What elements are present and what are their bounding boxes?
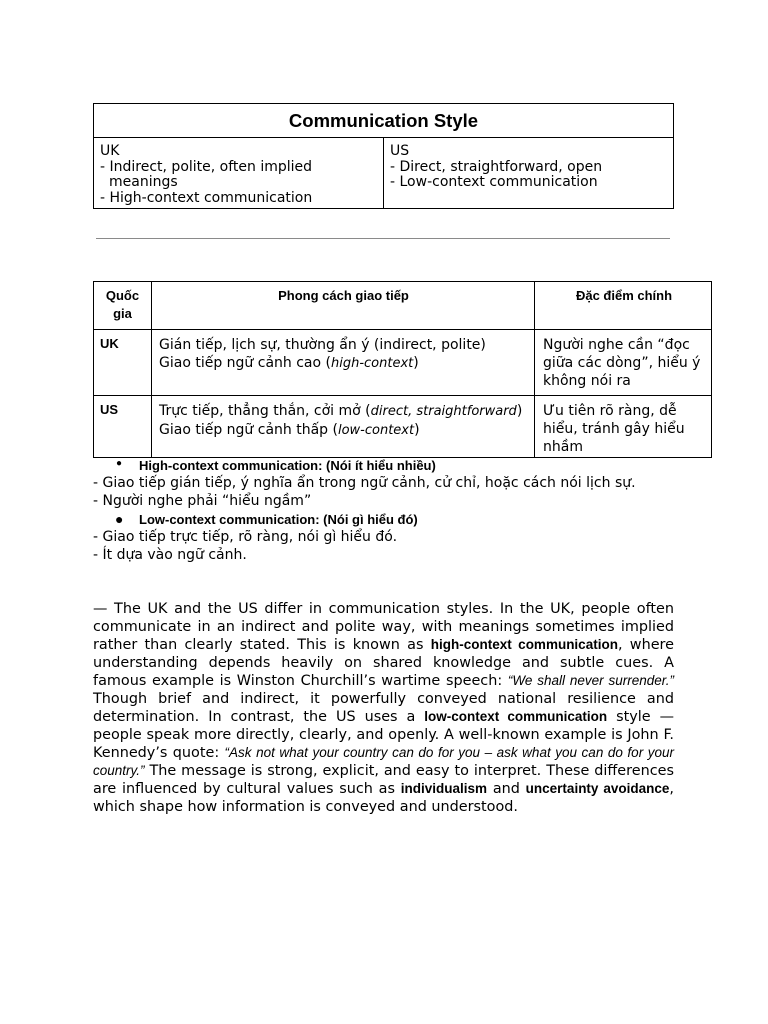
- high-context-line-2: - Người nghe phải “hiểu ngầm”: [93, 493, 312, 509]
- row-style: [152, 396, 535, 458]
- style-english-term: high-context: [330, 356, 414, 371]
- style-english-term: direct, straightforward: [370, 404, 517, 419]
- style-text: Trực tiếp, thẳng thắn, cởi mở (: [159, 403, 371, 419]
- row-style-line-1: Gián tiếp, lịch sự, thường ẩn ý (indirect, polite): [159, 337, 486, 353]
- uk-line-2: - High-context communication: [100, 189, 313, 206]
- row-country: US: [94, 396, 152, 458]
- bullet-icon: ●: [115, 511, 124, 527]
- horizontal-divider: [96, 238, 670, 239]
- us-line-1: - Direct, straightforward, open: [390, 158, 603, 175]
- uk-label: UK: [100, 143, 120, 159]
- us-line-2: - Low-context communication: [390, 174, 598, 190]
- paragraph-text: style — people speak more directly, clearly, and openly. A well-known example is John F. Kennedy’s quote:: [93, 709, 674, 761]
- header-style: Phong cách giao tiếp: [152, 282, 535, 330]
- low-context-line-1: - Giao tiếp trực tiếp, rõ ràng, nói gì hiểu đó.: [93, 529, 398, 545]
- paragraph-text: , where understanding depends heavily on shared knowledge and subtle cues. A famous example is Winston Churchill’s wartime speech:: [93, 637, 675, 689]
- header-country: [94, 282, 152, 330]
- row-style-line-2: [159, 354, 528, 373]
- paragraph-term: high-context communication: [430, 637, 618, 652]
- us-cell: [384, 138, 673, 208]
- comparison-table: [93, 281, 712, 458]
- uk-line-1-cont: meanings: [109, 174, 178, 190]
- high-context-heading: High-context communication: (Nói ít hiểu nhiều): [139, 458, 436, 473]
- paragraph-quote: “We shall never surrender.”: [507, 673, 674, 688]
- row-country: UK: [94, 330, 152, 396]
- communication-style-table: [93, 103, 674, 209]
- paragraph-text: The UK and the US differ in communication styles. In the UK, people often communicate in an indirect and polite way, with meanings sometimes implied rather than clearly stated. This is known as: [93, 601, 674, 653]
- body-paragraph: [93, 600, 674, 816]
- bullet-icon: ●: [116, 458, 123, 469]
- us-label: US: [390, 143, 410, 159]
- table-header-row: [94, 282, 712, 330]
- header-country-line-2: gia: [113, 306, 132, 321]
- paragraph-text: , which shape how information is conveyed and understood.: [93, 781, 674, 815]
- high-context-line-1: - Giao tiếp gián tiếp, ý nghĩa ẩn trong ngữ cảnh, cử chỉ, hoặc cách nói lịch sự.: [93, 475, 636, 491]
- paragraph-text: Though brief and indirect, it powerfully conveyed national resilience and determination. In contrast, the US uses a: [93, 691, 674, 725]
- style-text: ) Giao tiếp ngữ cảnh thấp (: [159, 403, 523, 438]
- header-features: Đặc điểm chính: [535, 282, 712, 330]
- header-country-line-1: Quốc: [105, 288, 140, 303]
- dash-glyph: —: [93, 601, 108, 617]
- uk-cell: [94, 138, 384, 208]
- style-text: Giao tiếp ngữ cảnh cao (: [159, 355, 331, 371]
- paragraph-text: The message is strong, explicit, and easy to interpret. These differences are influenced by cultural values such as: [93, 763, 674, 797]
- style-text: ): [413, 355, 419, 371]
- low-context-heading: Low-context communication: (Nói gì hiểu đó): [139, 512, 418, 527]
- low-context-line-2: - Ít dựa vào ngữ cảnh.: [93, 547, 247, 563]
- table-row: [94, 396, 712, 458]
- uk-line-1: - Indirect, polite, often implied: [100, 158, 313, 175]
- row-style: [152, 330, 535, 396]
- paragraph-term: low-context communication: [424, 709, 608, 724]
- style-english-term: low-context: [337, 423, 415, 438]
- row-features: Ưu tiên rõ ràng, dễ hiểu, tránh gây hiểu nhầm: [535, 396, 712, 458]
- communication-style-title: Communication Style: [94, 104, 673, 138]
- row-features: Người nghe cần “đọc giữa các dòng”, hiểu ý không nói ra: [535, 330, 712, 396]
- paragraph-term: uncertainty avoidance: [525, 781, 670, 796]
- paragraph-text: and: [487, 781, 526, 797]
- style-text: ): [414, 422, 420, 438]
- paragraph-quote: “Ask not what your country can do for you – ask what you can do for your country.”: [93, 745, 674, 778]
- table-row: [94, 330, 712, 396]
- paragraph-term: individualism: [400, 781, 488, 796]
